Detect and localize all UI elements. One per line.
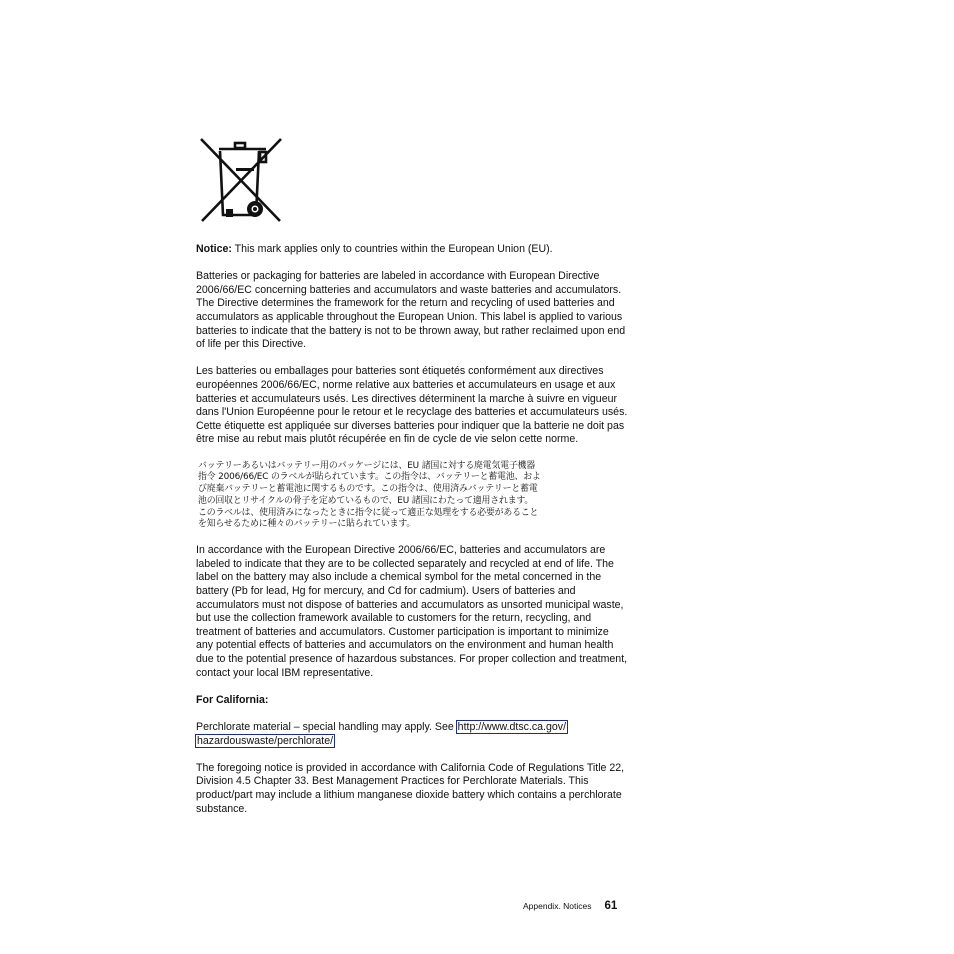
page-footer [523, 900, 633, 912]
french-directive-paragraph: Les batteries ou emballages pour batteries sont étiquetés conformément aux directives européennes 2006/66/EC, norme relative aux batteries et accumulateurs en usage et aux batteries et accumulateurs usés. Les directives déterminent la marche à suivre en vigueur dans l'Union Européenne pour le retour et le recyclage des batteries et accumulateurs usés. Cette étiquette est appliquée sur diverses batteries pour indiquer que la batterie ne doit pas être mise au rebut mais plutôt récupérée en fin de cycle de vie selon cette norme. [196, 365, 628, 446]
california-heading: For California: [196, 693, 269, 706]
english-directive-paragraph: Batteries or packaging for batteries are labeled in accordance with European Directive 2006/66/EC concerning batteries and accumulators and waste batteries and accumulators. The Directive determines the framework for the return and recycling of used batteries and accumulators as applicable throughout the European Union. This label is applied to various batteries to indicate that the battery is not to be thrown away, but rather reclaimed upon end of life per this Directive. [196, 270, 626, 351]
notice-text: This mark applies only to countries within the European Union (EU). [231, 243, 553, 255]
california-regulation-paragraph: The foregoing notice is provided in accordance with California Code of Regulations Title 22, Division 4.5 Chapter 33. Best Management Practices for Perchlorate Materials. This product/part may include a lithium manganese dioxide battery which contains a perchlorate substance. [196, 761, 625, 815]
english-collection-paragraph: In accordance with the European Directive 2006/66/EC, batteries and accumulators are labeled to indicate that they are to be collected separately and recycled at end of life. The label on the battery may also include a chemical symbol for the metal concerned in the battery (Pb for lead, Hg for mercury, and Cd for cadmium). Users of batteries and accumulators must not dispose of batteries and accumulators as unsorted municipal waste, but use the collection framework available to customers for the return, recycling, and treatment of batteries and accumulators. Customer participation is important to minimize any potential effects of batteries and accumulators on the environment and human health due to the potential presence of hazardous substances. For proper collection and treatment, contact your local IBM representative. [196, 544, 628, 679]
footer-section-label: Appendix. Notices [523, 901, 592, 911]
crossed-out-wheeled-bin-icon [198, 137, 284, 223]
dtsc-link-part-1[interactable]: http://www.dtsc.ca.gov/ [457, 721, 567, 733]
notice-content [196, 243, 628, 830]
page-number: 61 [604, 900, 618, 912]
dtsc-link-part-2[interactable]: hazardouswaste/perchlorate/ [197, 734, 334, 747]
perchlorate-paragraph [196, 721, 628, 748]
notice-paragraph [196, 243, 628, 257]
perchlorate-text: Perchlorate material – special handling may apply. See [196, 721, 457, 733]
notice-label: Notice: [196, 243, 232, 255]
japanese-directive-paragraph: バッテリーあるいはバッテリー用のパッケージには、EU 諸国に対する廃電気電子機器 指令 2006/66/EC のラベルが貼られています。この指令は、バッテリーと蓄電池、およ び廃棄バッテリーと蓄電池に関するものです。この指令は、使用済みバッテリーと蓄電 池の回収とリサイクルの骨子を定めているもので、EU 諸国にわたって適用されます。 このラベルは、使用済みになったときに指令に従って適正な処理をする必要があること を知らせるために種々のバッテリーに貼られています。 [198, 460, 541, 530]
